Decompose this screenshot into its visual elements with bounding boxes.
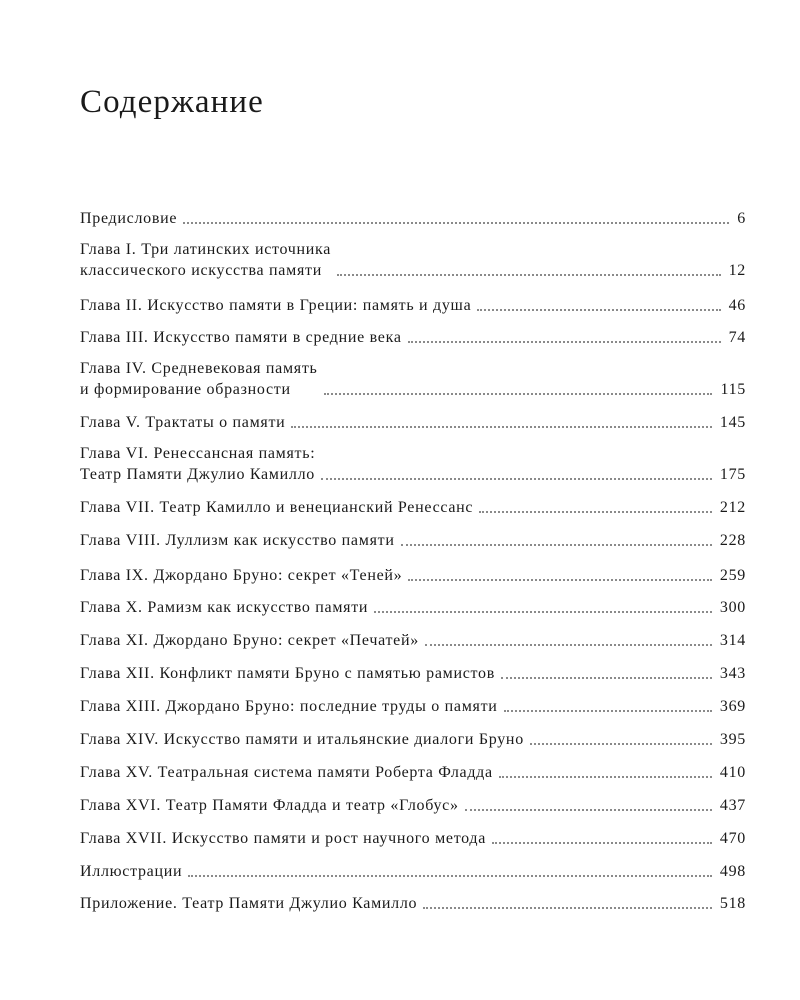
toc-entry-title <box>80 443 315 485</box>
toc-entry-title-line: Глава VI. Ренессансная память: <box>80 445 316 462</box>
toc-entry-title-line: Глава III. Искусство памяти в средние века <box>80 329 402 346</box>
toc-entry-title-line: Глава II. Искусство памяти в Греции: память и душа <box>80 297 472 314</box>
toc-entry-title-line: Иллюстрации <box>80 863 183 880</box>
toc-entry-title <box>80 828 486 849</box>
dot-leader <box>501 677 712 679</box>
toc-entry-title-line: Глава VII. Театр Камилло и венецианский Ренессанс <box>80 499 474 516</box>
toc-entry-title <box>80 893 417 914</box>
toc-entry-title <box>80 565 402 586</box>
toc-entry-title-line: Глава VIII. Луллизм как искусство памяти <box>80 532 395 549</box>
dot-leader <box>374 611 712 613</box>
dot-leader <box>423 907 712 909</box>
toc-entry[interactable] <box>80 358 746 400</box>
toc-page-number: 470 <box>719 830 746 847</box>
dot-leader <box>425 644 712 646</box>
toc-page-number: 228 <box>719 532 746 549</box>
dot-leader <box>408 579 712 581</box>
toc-entry-title <box>80 729 524 750</box>
toc-entry[interactable] <box>80 327 746 348</box>
toc-entry-title <box>80 208 177 229</box>
toc-entry[interactable] <box>80 729 746 750</box>
dot-leader <box>324 393 713 395</box>
toc-entry[interactable] <box>80 630 746 651</box>
toc-entry-title-line: Глава XIV. Искусство памяти и итальянские диалоги Бруно <box>80 731 524 748</box>
toc-page-number: 314 <box>719 632 746 649</box>
toc-entry[interactable] <box>80 208 746 229</box>
toc-page-number: 212 <box>719 499 746 516</box>
toc-entry[interactable] <box>80 530 746 551</box>
toc-page-number: 175 <box>719 466 746 483</box>
toc-entry[interactable] <box>80 762 746 783</box>
toc-page-number: 410 <box>719 764 746 781</box>
toc-entry-title-line: классического искусства памяти <box>80 262 322 279</box>
toc-entry-title-line: Глава XII. Конфликт памяти Бруно с памятью рамистов <box>80 665 495 682</box>
toc-entry[interactable] <box>80 597 746 618</box>
toc-entry[interactable] <box>80 565 746 586</box>
dot-leader <box>492 842 712 844</box>
toc-entry-title <box>80 327 402 348</box>
toc-entry-title <box>80 497 473 518</box>
dot-leader <box>401 544 712 546</box>
dot-leader <box>183 222 729 224</box>
toc-entry-title <box>80 412 285 433</box>
toc-page-number: 498 <box>719 863 746 880</box>
toc-entry[interactable] <box>80 412 746 433</box>
dot-leader <box>479 511 712 513</box>
toc-page-number: 343 <box>719 665 746 682</box>
toc-entry[interactable] <box>80 239 746 281</box>
toc-entry-title-line: Глава IX. Джордано Бруно: секрет «Теней» <box>80 567 403 584</box>
toc-entry-title <box>80 358 318 400</box>
toc-entry-title <box>80 696 498 717</box>
dot-leader <box>499 776 712 778</box>
toc-entry[interactable] <box>80 828 746 849</box>
toc-entry-title-line: Глава XVII. Искусство памяти и рост научного метода <box>80 830 487 847</box>
dot-leader <box>321 478 712 480</box>
toc-entry[interactable] <box>80 497 746 518</box>
toc-entry-title <box>80 861 182 882</box>
dot-leader <box>408 341 721 343</box>
page-title: Содержание <box>80 84 264 120</box>
toc-entry-title-line: Глава XI. Джордано Бруно: секрет «Печатей» <box>80 632 419 649</box>
toc-entry[interactable] <box>80 696 746 717</box>
dot-leader <box>291 426 711 428</box>
toc-page-number: 369 <box>719 698 746 715</box>
toc-page-number: 6 <box>737 210 746 227</box>
toc-entry-title <box>80 295 471 316</box>
dot-leader <box>188 875 712 877</box>
toc-entry-title-line: и формирование образности <box>80 381 291 398</box>
toc-entry-title-line: Глава V. Трактаты о памяти <box>80 414 286 431</box>
dot-leader <box>477 309 720 311</box>
dot-leader <box>465 809 712 811</box>
toc-page-number: 437 <box>719 797 746 814</box>
toc-page-number: 12 <box>728 262 746 279</box>
toc-entry-title <box>80 762 493 783</box>
toc-entry[interactable] <box>80 795 746 816</box>
dot-leader <box>337 274 720 276</box>
dot-leader <box>530 743 712 745</box>
toc-entry[interactable] <box>80 443 746 485</box>
toc-entry-title-line: Предисловие <box>80 210 178 227</box>
toc-page-number: 145 <box>719 414 746 431</box>
toc-page-number: 518 <box>719 895 746 912</box>
toc-entry[interactable] <box>80 663 746 684</box>
toc-entry[interactable] <box>80 295 746 316</box>
toc-entry-title-line: Глава XV. Театральная система памяти Роберта Фладда <box>80 764 493 781</box>
toc-page-number: 46 <box>728 297 746 314</box>
toc-entry-title <box>80 630 419 651</box>
toc-entry-title <box>80 663 495 684</box>
toc-entry-title-line: Театр Памяти Джулио Камилло <box>80 466 315 483</box>
toc-entry-title <box>80 597 368 618</box>
toc-entry-title-line: Глава I. Три латинских источника <box>80 241 332 258</box>
dot-leader <box>504 710 712 712</box>
toc-entry[interactable] <box>80 861 746 882</box>
toc-page-number: 395 <box>719 731 746 748</box>
toc-page-number: 259 <box>719 567 746 584</box>
toc-entry-title-line: Глава XVI. Театр Памяти Фладда и театр «Глобус» <box>80 797 459 814</box>
toc-entry-title <box>80 795 459 816</box>
toc-entry-title-line: Глава XIII. Джордано Бруно: последние труды о памяти <box>80 698 498 715</box>
toc-entry[interactable] <box>80 893 746 914</box>
toc-page-number: 115 <box>720 381 746 398</box>
toc-entry-title <box>80 239 331 281</box>
toc-entry-title-line: Глава IV. Средневековая память <box>80 360 318 377</box>
toc-entry-title-line: Приложение. Театр Памяти Джулио Камилло <box>80 895 418 912</box>
toc-page-number: 74 <box>728 329 746 346</box>
toc-entry-title <box>80 530 395 551</box>
toc-page-number: 300 <box>719 599 746 616</box>
toc-entry-title-line: Глава X. Рамизм как искусство памяти <box>80 599 369 616</box>
